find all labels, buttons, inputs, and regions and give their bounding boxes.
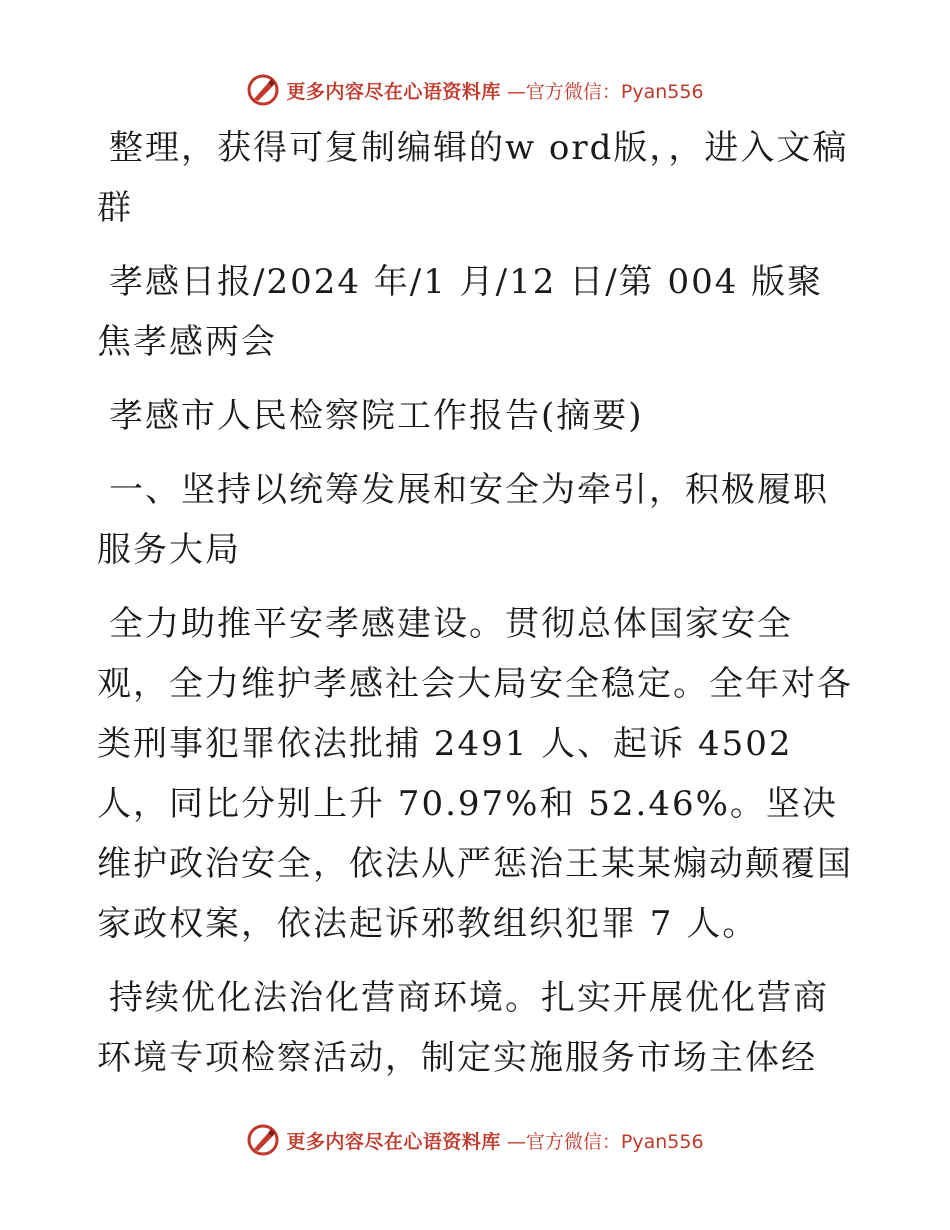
paragraph-business: 持续优化法治化营商环境。扎实开展优化营商环境专项检察活动，制定实施服务市场主体经 [97,978,829,1078]
banner-brand-text: 更多内容尽在心语资料库 [286,80,501,103]
paragraph-source: 孝感日报/2024 年/1 月/12 日/第 004 版聚焦孝感两会 [97,262,824,362]
banner-brand-text: 更多内容尽在心语资料库 [286,1130,501,1153]
section-heading: 一、坚持以统筹发展和安全为牵引，积极履职服务大局 [97,470,829,570]
paragraph-title: 孝感市人民检察院工作报告(摘要) [109,396,644,436]
paragraph-intro: 整理，获得可复制编辑的w ord版，，进入文稿群 [97,128,849,228]
banner-contact-text: —官方微信：Pyan556 [506,1130,704,1153]
document-body [97,118,857,1102]
paragraph-safety: 全力助推平安孝感建设。贯彻总体国家安全观，全力维护孝感社会大局安全稳定。全年对各类刑事犯罪依法批捕 2491 人、起诉 4502 人，同比分别上升 70.97%和 52.46%。坚决维护政治安全，依法从严惩治王某某煽动颠覆国家政权案，依法起诉邪教组织犯罪 7 人。 [97,604,853,944]
header-banner [0,70,950,110]
pen-logo-icon [246,73,280,107]
banner-contact-text: —官方微信：Pyan556 [506,80,704,103]
footer-banner [0,1120,950,1160]
pen-logo-icon [246,1123,280,1157]
